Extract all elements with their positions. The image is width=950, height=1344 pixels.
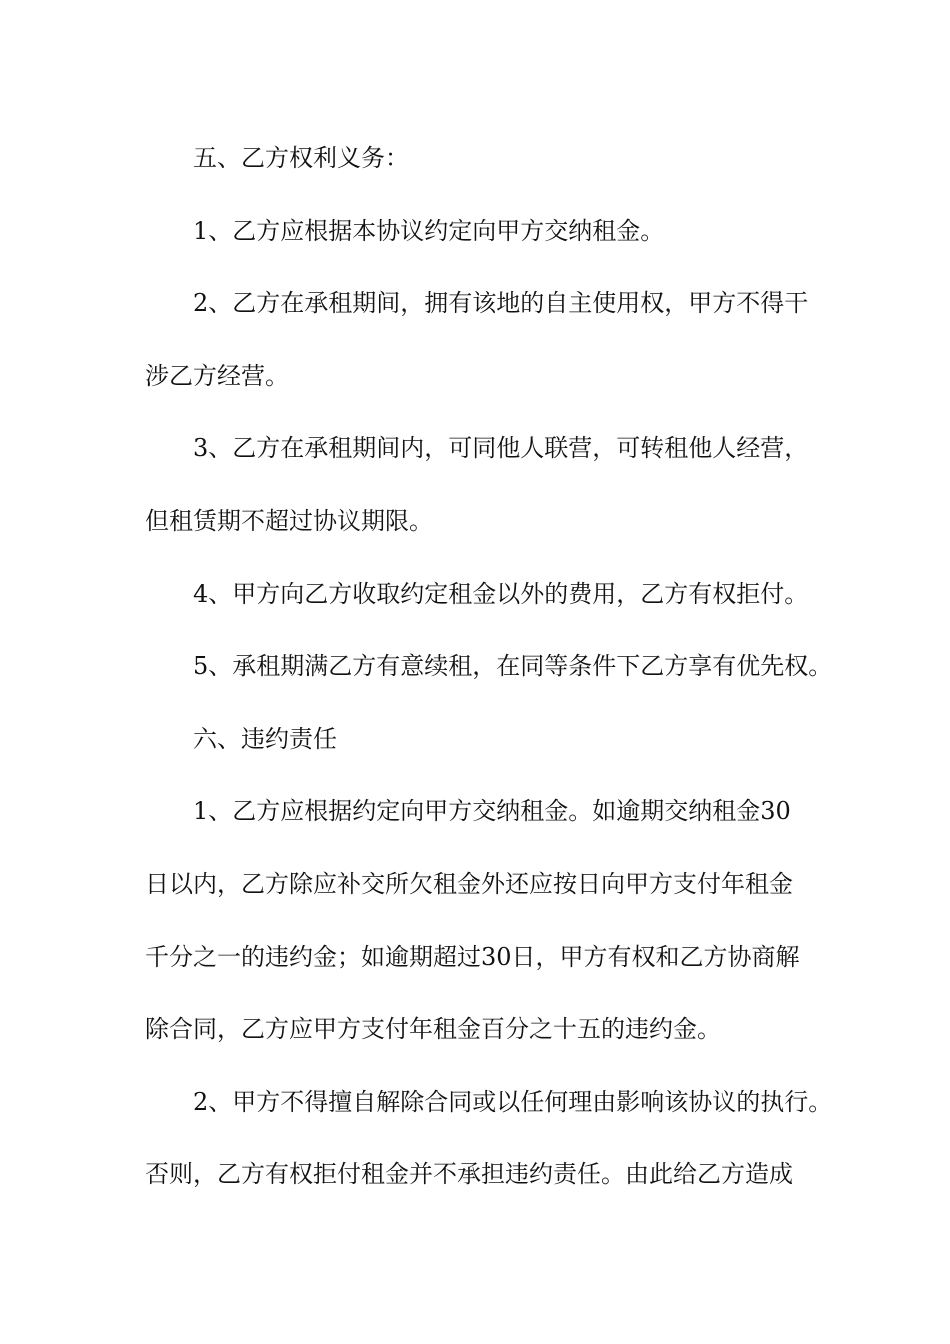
- paragraph-line: 5、承租期满乙方有意续租，在同等条件下乙方享有优先权。: [193, 652, 833, 681]
- paragraph-line: 3、乙方在承租期间内，可同他人联营，可转租他人经营，: [193, 434, 809, 463]
- paragraph-line: 但租赁期不超过协议期限。: [145, 506, 433, 535]
- document-body: [145, 122, 833, 1211]
- paragraph-line: 2、甲方不得擅自解除合同或以任何理由影响该协议的执行。: [193, 1087, 833, 1116]
- paragraph-line: 2、乙方在承租期间，拥有该地的自主使用权，甲方不得干: [193, 289, 809, 318]
- paragraph-line: 1、乙方应根据本协议约定向甲方交纳租金。: [193, 216, 665, 245]
- paragraph-line: 4、甲方向乙方收取约定租金以外的费用，乙方有权拒付。: [193, 579, 809, 608]
- paragraph-line: 除合同，乙方应甲方支付年租金百分之十五的违约金。: [145, 1015, 721, 1044]
- paragraph-line: 否则，乙方有权拒付租金并不承担违约责任。由此给乙方造成: [145, 1160, 793, 1189]
- section-heading-rights: 五、乙方权利义务：: [193, 144, 409, 172]
- section-heading-liability: 六、违约责任: [193, 724, 337, 753]
- paragraph-line: 千分之一的违约金；如逾期超过30日，甲方有权和乙方协商解: [145, 942, 800, 971]
- paragraph-line: 涉乙方经营。: [145, 361, 289, 390]
- paragraph-line: 1、乙方应根据约定向甲方交纳租金。如逾期交纳租金30: [193, 797, 791, 826]
- paragraph-line: 日以内，乙方除应补交所欠租金外还应按日向甲方支付年租金: [145, 869, 793, 898]
